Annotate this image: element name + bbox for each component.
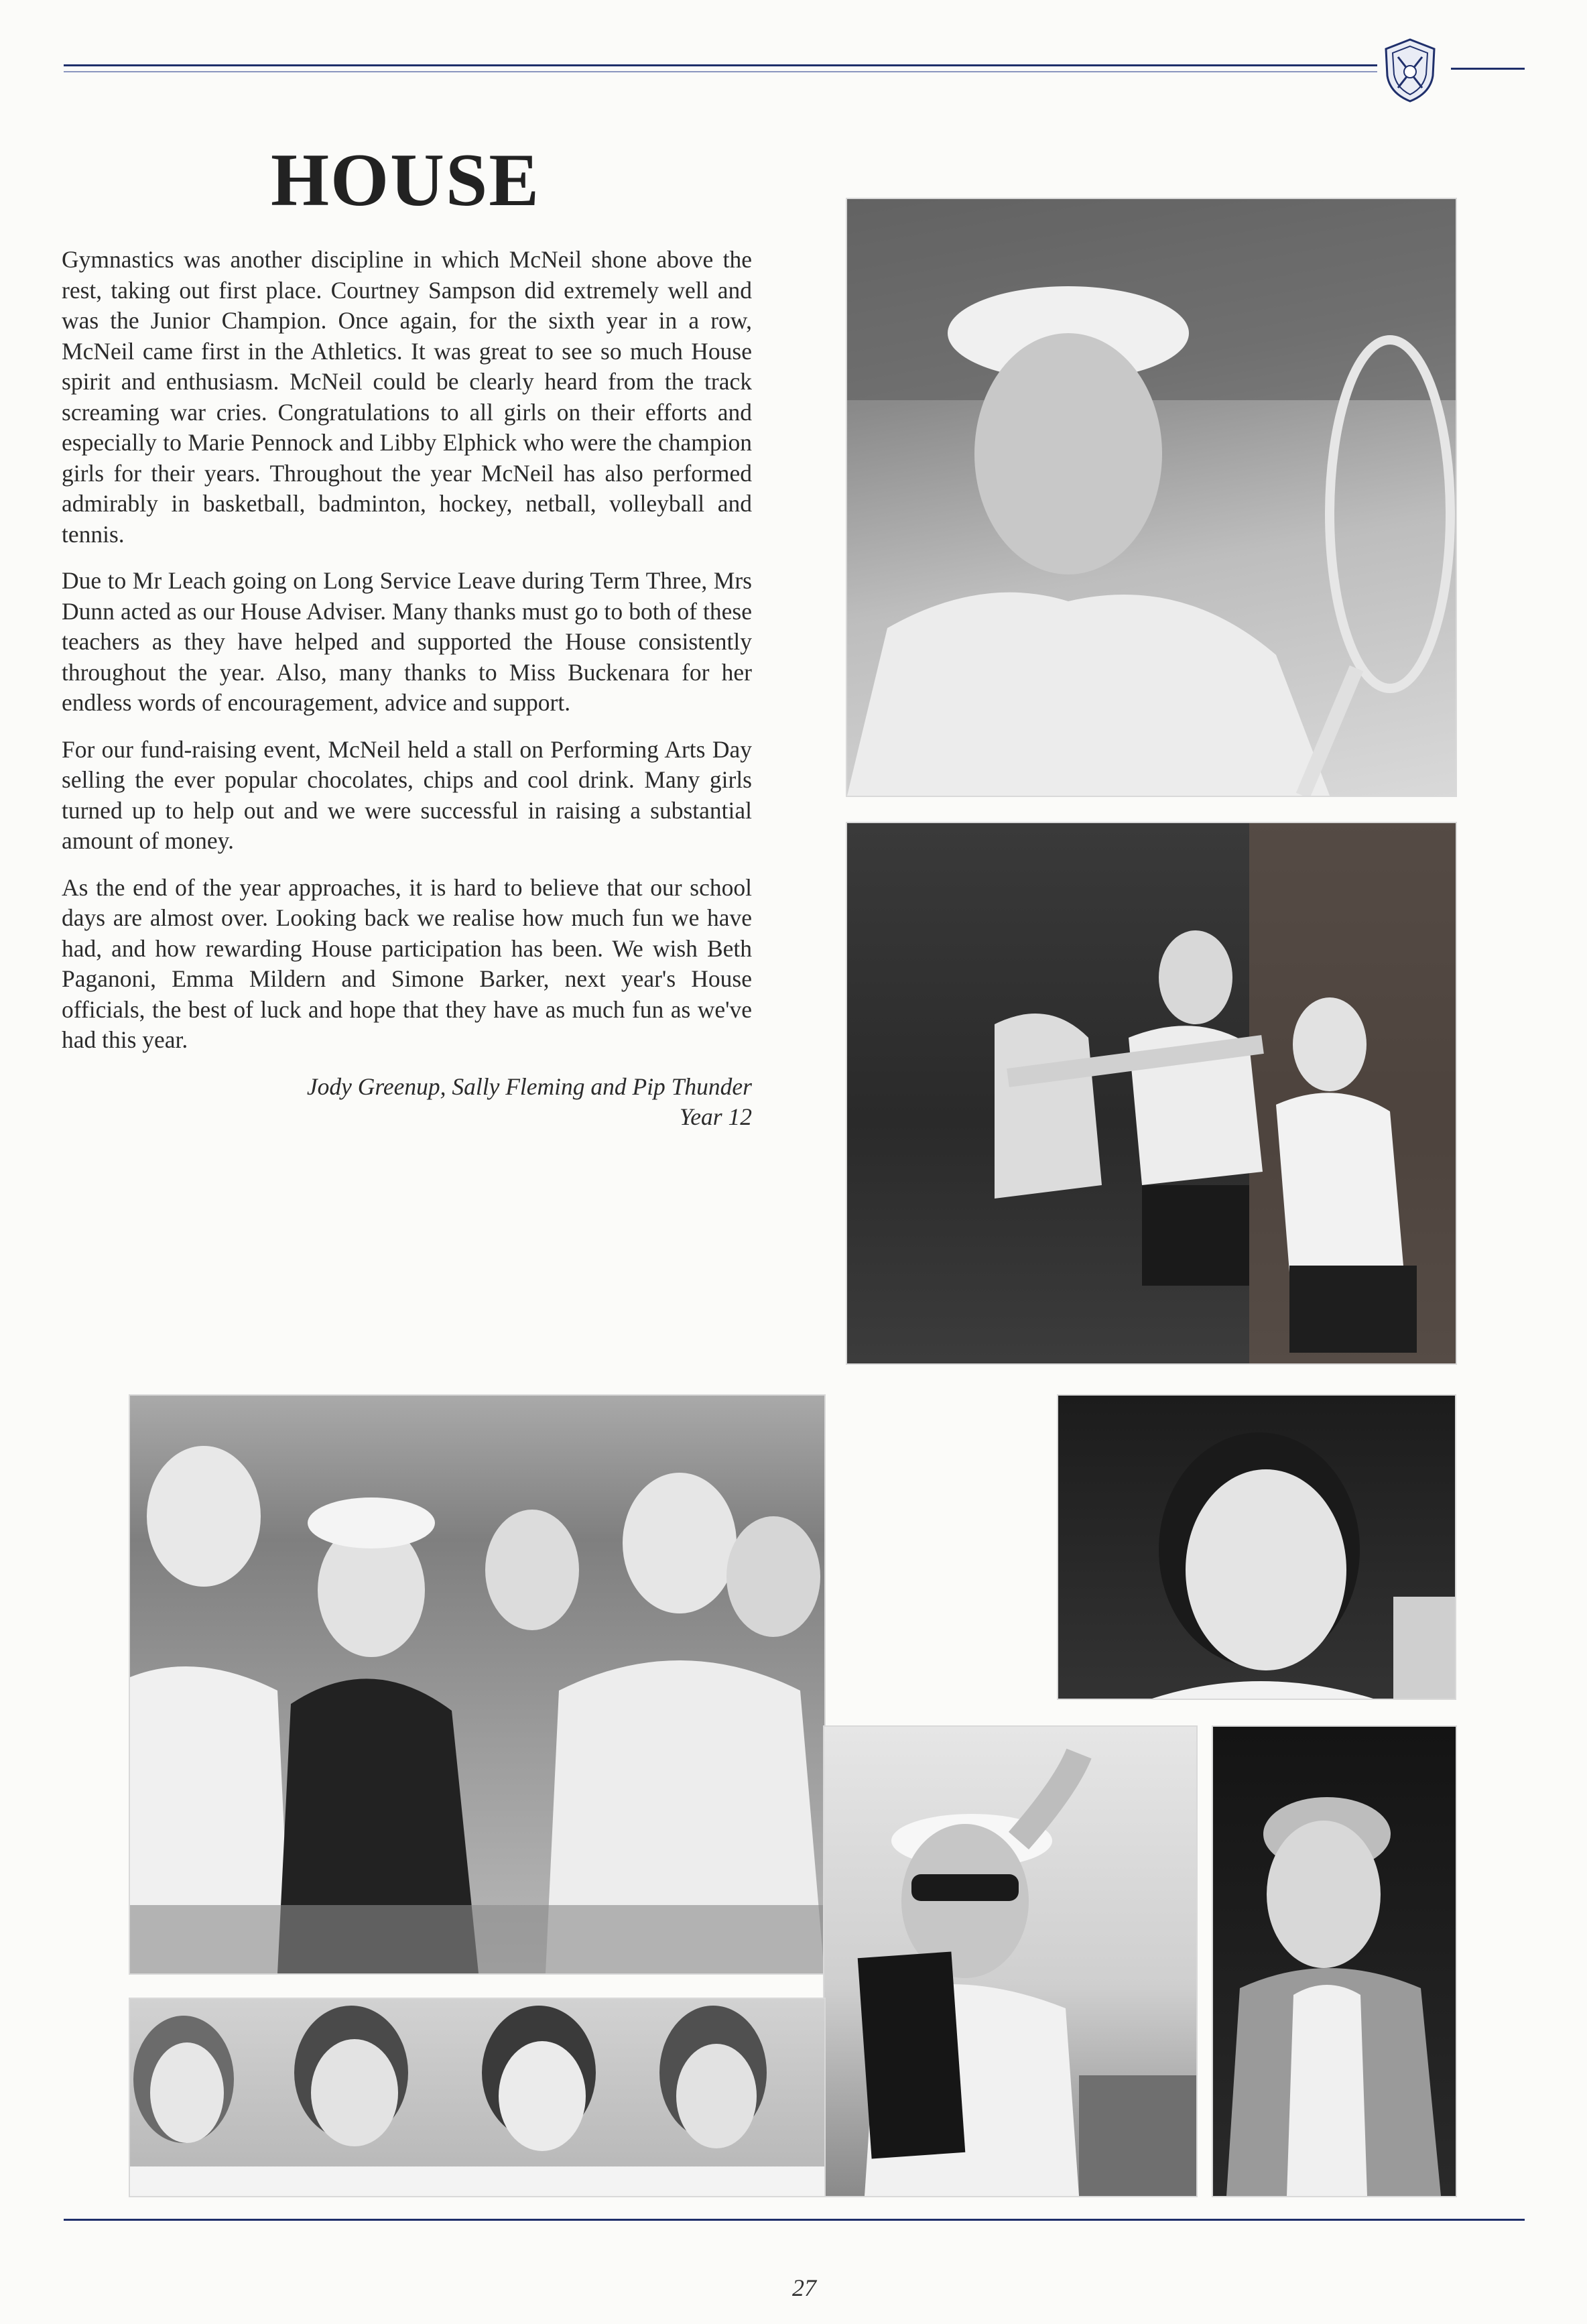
cheering-girls-photo [846,822,1457,1365]
paragraph: Due to Mr Leach going on Long Service Leave during Term Three, Mrs Dunn acted as our House Adviser. Many thanks must go to both of these teachers as they have helped and supported the House consistently throughout the year. Also, many thanks to Miss Buckenara for her endless words of encouragement, advice and support. [62,567,752,716]
signature-year: Year 12 [679,1103,752,1130]
teacher-clipboard-photo [823,1725,1198,2197]
header-rule-thin [64,71,1377,72]
page-number: 27 [792,2274,816,2301]
signature: Jody Greenup, Sally Fleming and Pip Thunder [306,1073,752,1100]
header-rule [64,64,1377,66]
four-faces-photo [129,1998,826,2197]
paragraph: As the end of the year approaches, it is hard to believe that our school days are almost over. Looking back we realise how much fun we have had, and how rewarding House participation has been. We wish Beth Paganoni, Emma Mildern and Simone Barker, next year's House officials, the best of luck and hope that they have as much fun as we've had this year. [62,873,752,1053]
girl-cardigan-photo [1212,1725,1457,2197]
smiling-girl-photo [1057,1394,1456,1700]
tennis-player-photo [846,198,1457,797]
group-sitting-photo [129,1394,826,1975]
school-crest-icon [1382,37,1438,104]
article-body [62,245,752,1133]
header-rule-right [1451,68,1525,70]
paragraph: Gymnastics was another discipline in which McNeil shone above the rest, taking out first place. Courtney Sampson did extremely well and was the Junior Champion. Once again, for the sixth year in a row, McNeil came first in the Athletics. It was great to see so much House spirit and enthusiasm. McNeil could be clearly heard from the track screaming war cries. Congratulations to all girls on their efforts and especially to Marie Pennock and Libby Elphick who were the champion girls for their years. Throughout the year McNeil has also performed admirably in basketball, badminton, hockey, netball, volleyball and tennis. [62,246,752,548]
paragraph: For our fund-raising event, McNeil held a stall on Performing Arts Day selling the ever popular chocolates, chips and cool drink. Many girls turned up to help out and we were successful in raising a substantial amount of money. [62,735,752,854]
page-title: HOUSE [270,139,541,222]
footer-rule [64,2219,1525,2221]
